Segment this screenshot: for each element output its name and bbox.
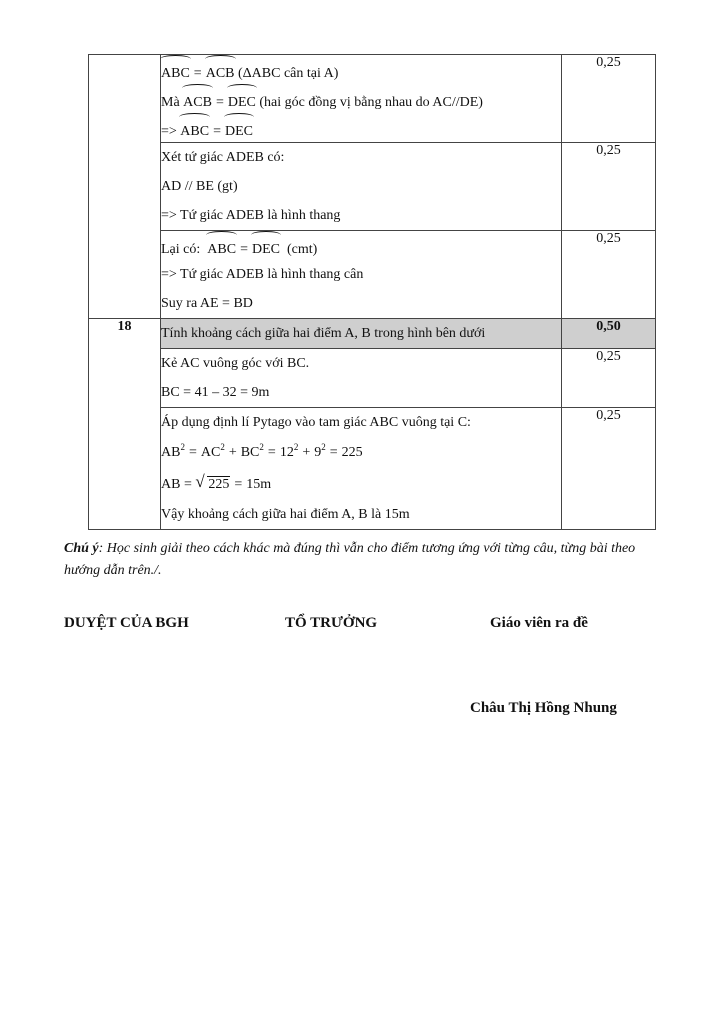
answer-cell	[161, 55, 562, 143]
table-row	[89, 55, 656, 143]
angle-abc: ABC	[161, 55, 190, 88]
pythagoras-formula: $AB^2 = AC^2 + BC^2 = 12^2 + 9^2 = 225$	[161, 442, 363, 460]
score-cell: 0,25	[562, 143, 656, 231]
question-number-cell: 18	[89, 319, 161, 530]
formula-term: AB	[161, 445, 181, 460]
exponent: 2	[321, 442, 326, 452]
angle-acb: ACB	[183, 84, 212, 117]
answer-line: Mà ACB = DEC (hai góc đồng vị bằng nhau do AC//DE)	[161, 84, 561, 113]
formula-term: 9	[314, 445, 322, 460]
question-title: Tính khoảng cách giữa hai điểm A, B trong hình bên dưới	[161, 326, 486, 341]
table-row	[89, 349, 656, 408]
answer-cell	[161, 349, 562, 408]
table-row	[89, 231, 656, 319]
answer-line: AD // BE (gt)	[161, 179, 238, 194]
answer-line: Suy ra AE = BD	[161, 296, 253, 311]
note-text: : Học sinh giải theo cách khác mà đúng thì vẫn cho điểm tương ứng với từng câu, từng bài theo hướng dẫn trên./.	[64, 541, 636, 578]
formula-result: 15m	[246, 477, 272, 492]
question-title-cell	[161, 319, 562, 349]
table-row	[89, 143, 656, 231]
answer-text: Lại có:	[161, 242, 201, 257]
exponent: 2	[180, 442, 185, 452]
exponent: 2	[259, 442, 264, 452]
answer-text: (ΔABC cân tại A)	[238, 66, 339, 81]
signature-bgh: DUYỆT CỦA BGH	[64, 615, 189, 631]
answer-line: Xét tứ giác ADEB có:	[161, 150, 285, 165]
angle-dec: DEC	[225, 113, 253, 146]
answer-line: ABC = ACB (ΔABC cân tại A)	[161, 55, 561, 84]
angle-dec: DEC	[228, 84, 256, 117]
angle-dec: DEC	[252, 231, 280, 264]
note-paragraph	[64, 538, 664, 582]
formula-term: BC	[240, 445, 260, 460]
score-cell: 0,25	[562, 349, 656, 408]
answer-cell	[161, 408, 562, 530]
answer-line: BC = 41 – 32 = 9m	[161, 385, 270, 400]
answer-cell	[161, 143, 562, 231]
answer-text: AB =	[161, 477, 192, 492]
table-row	[89, 408, 656, 530]
answer-text: =>	[161, 124, 177, 139]
teacher-name: Châu Thị Hồng Nhung	[470, 700, 617, 716]
sqrt-line: AB = √ 225 = 15m	[161, 469, 561, 500]
note-label: Chú ý	[64, 541, 99, 556]
angle-abc: ABC	[207, 231, 236, 264]
answer-line: Lại có: ABC = DEC (cmt)	[161, 231, 561, 260]
grading-table	[88, 54, 656, 530]
exponent: 2	[293, 442, 299, 452]
exponent: 2	[220, 442, 225, 452]
formula-result: 225	[341, 445, 363, 460]
score-cell: 0,50	[562, 319, 656, 349]
score-cell: 0,25	[562, 408, 656, 530]
answer-text: (hai góc đồng vị bằng nhau do AC//DE)	[259, 95, 483, 110]
answer-line: => ABC = DEC	[161, 113, 561, 142]
radicand: 225	[208, 477, 230, 492]
answer-text: (cmt)	[286, 242, 318, 257]
answer-line: Kẻ AC vuông góc với BC.	[161, 356, 310, 371]
score-cell: 0,25	[562, 231, 656, 319]
answer-line: => Tứ giác ADEB là hình thang cân	[161, 267, 364, 282]
question-number-cell	[89, 55, 161, 319]
answer-line: Vậy khoảng cách giữa hai điểm A, B là 15m	[161, 507, 410, 522]
angle-abc: ABC	[180, 113, 209, 146]
answer-line: Áp dụng định lí Pytago vào tam giác ABC vuông tại C:	[161, 415, 471, 430]
signature-teacher: Giáo viên ra đề	[490, 615, 588, 631]
score-cell: 0,25	[562, 55, 656, 143]
signature-to-truong: TỔ TRƯỞNG	[285, 615, 378, 631]
formula-term: AC	[200, 445, 221, 460]
table-row	[89, 319, 656, 349]
square-root: √ 225	[195, 472, 230, 492]
answer-cell	[161, 231, 562, 319]
angle-acb: ACB	[206, 55, 235, 88]
answer-line: => Tứ giác ADEB là hình thang	[161, 208, 341, 223]
answer-text: Mà	[161, 95, 180, 110]
formula-term: 12	[279, 445, 294, 460]
